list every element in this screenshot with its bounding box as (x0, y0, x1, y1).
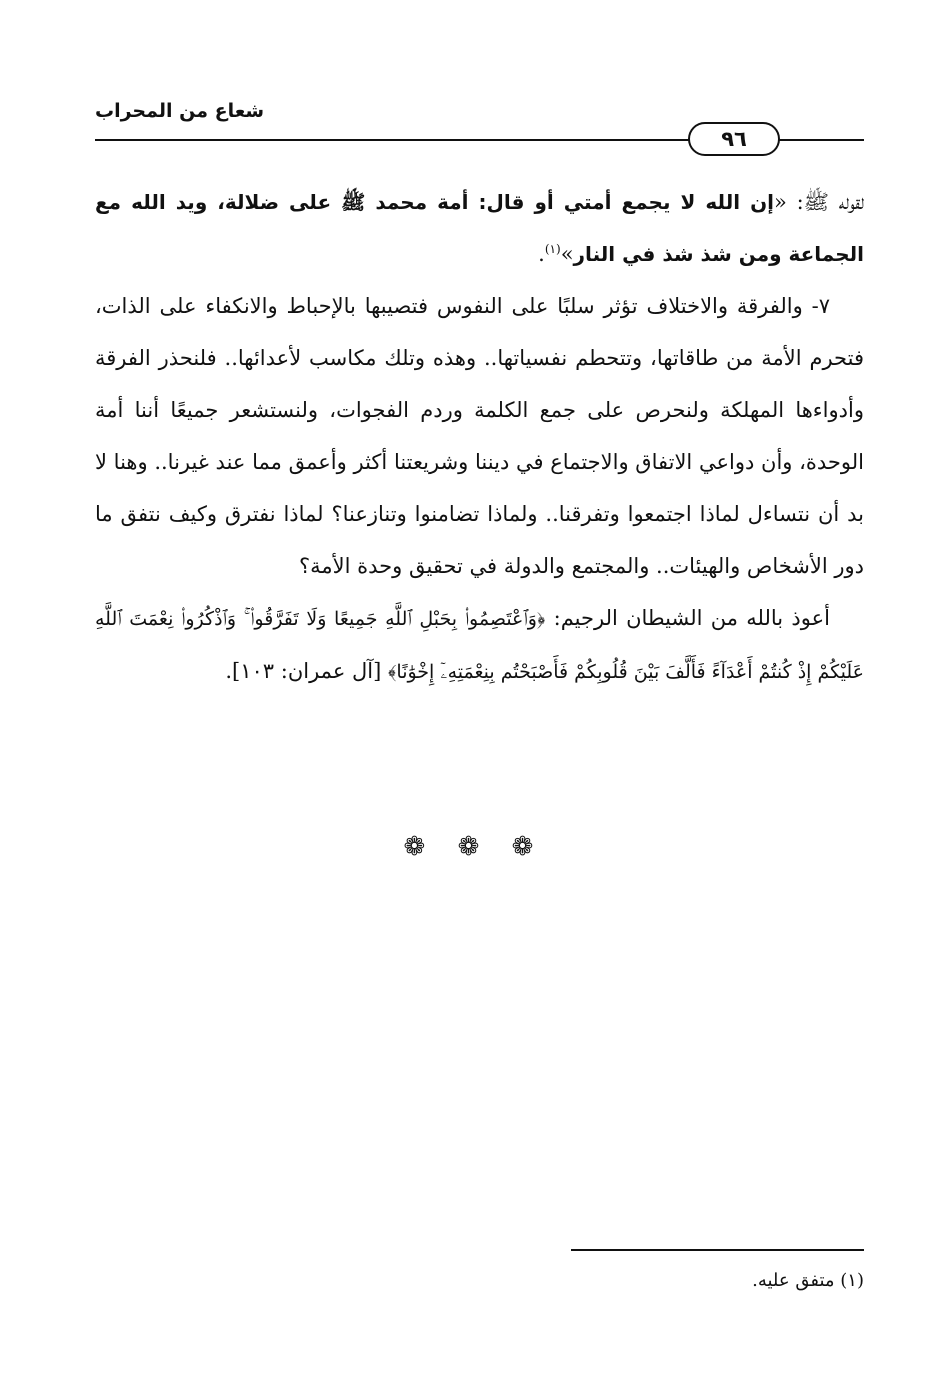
section-ornament: ❁ ❁ ❁ (403, 832, 546, 862)
quran-verse: ﴿وَٱعْتَصِمُوا۟ بِحَبْلِ ٱللَّهِ جَمِيعًا وَلَا تَفَرَّقُوا۟ ۚ وَٱذْكُرُوا۟ نِعْمَتَ ٱللَّهِ عَلَيْكُمْ إِذْ كُنتُمْ أَعْدَآءً فَأَلَّفَ بَيْنَ قُلُوبِكُمْ فَأَصْبَحْتُم بِنِعْمَتِهِۦٓ إِخْوَٰنًا﴾ (95, 608, 864, 683)
hadith-intro: لقوله ﷺ: « (774, 190, 864, 214)
page-number (688, 122, 780, 156)
hadith-paragraph (95, 176, 864, 280)
page-number-text: ٩٦ (721, 127, 747, 151)
running-title: شعاع من المحراب (95, 100, 265, 122)
footnote-reference[interactable]: (١) (544, 242, 561, 256)
hadith-text: إن الله لا يجمع أمتي أو قال: أمة محمد ﷺ على ضلالة، ويد الله مع الجماعة ومن شذ شذ في النار (95, 190, 864, 266)
footnote-rule (571, 1249, 864, 1251)
quran-reference: [آل عمران: ١٠٣]. (225, 659, 388, 683)
hadith-close: » (560, 242, 574, 266)
body-text (95, 176, 864, 698)
point-7-paragraph: ٧- والفرقة والاختلاف تؤثر سلبًا على النفوس فتصيبها بالإحباط والانكفاء على الذات، فتحرم الأمة من طاقاتها، وتتحطم نفسياتها.. وهذه وتلك مكاسب لأعدائها.. فلنحذر الفرقة وأدواءها المهلكة ولنحرص على جمع الكلمة وردم الفجوات، ولنستشعر جميعًا أننا أمة الوحدة، وأن دواعي الاتفاق والاجتماع في ديننا وشريعتنا أكثر وأعمق مما عند غيرنا.. وهنا لا بد أن نتساءل لماذا اجتمعوا وتفرقنا.. ولماذا تضامنوا وتنازعنا؟ لماذا نفترق وكيف نتفق ما دور الأشخاص والهيئات.. والمجتمع والدولة في تحقيق وحدة الأمة؟ (95, 294, 864, 578)
footnote-1: (١) متفق عليه. (752, 1270, 864, 1291)
quran-paragraph (95, 592, 864, 698)
quran-intro: أعوذ بالله من الشيطان الرجيم: (545, 606, 830, 630)
hadith-end: . (538, 242, 545, 266)
